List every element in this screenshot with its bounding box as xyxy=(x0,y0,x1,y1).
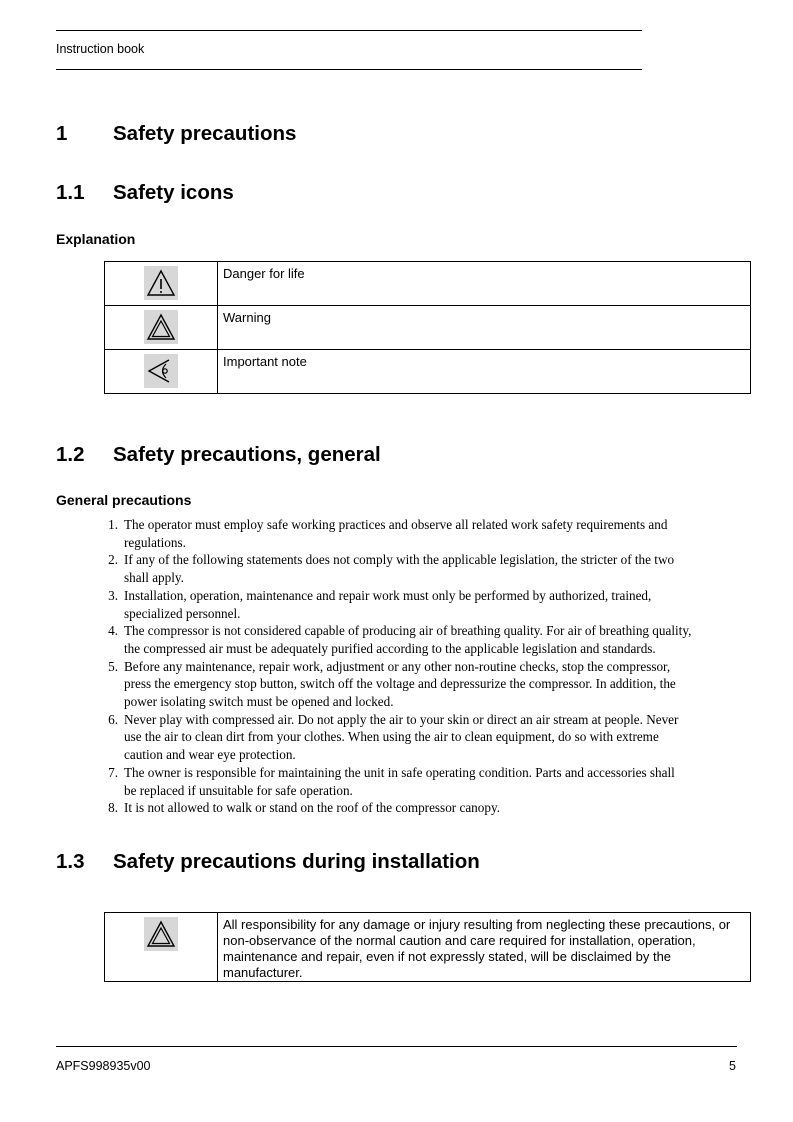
list-item-number: 4. xyxy=(108,623,118,639)
list-item-line: use the air to clean dirt from your clothes. When using the air to clean equipment, do so with extreme xyxy=(124,729,659,745)
table-row xyxy=(105,306,751,350)
list-item xyxy=(108,658,739,711)
installation-notice-text xyxy=(218,913,751,982)
icon-cell xyxy=(105,350,218,394)
section-title: Safety precautions during installation xyxy=(113,850,480,873)
footer-rule xyxy=(56,1046,737,1047)
section-title: Safety precautions xyxy=(113,122,297,145)
list-item xyxy=(108,799,739,817)
list-item-number: 6. xyxy=(108,711,118,727)
section-number: 1.2 xyxy=(56,443,85,466)
icon-cell xyxy=(105,306,218,350)
list-item xyxy=(108,622,739,657)
list-item-line: power isolating switch must be opened and locked. xyxy=(124,694,394,710)
header-bottom-rule xyxy=(56,69,642,70)
icon-label: Important note xyxy=(218,350,751,394)
safety-icons-table xyxy=(104,261,751,394)
list-item-number: 1. xyxy=(108,517,118,532)
general-precautions-list xyxy=(108,516,739,817)
section-number: 1.3 xyxy=(56,850,85,873)
header-top-rule xyxy=(56,30,642,31)
installation-notice-table xyxy=(104,912,751,982)
list-item-line: the compressed air must be adequately purified according to the applicable legislation and standards. xyxy=(124,640,656,656)
danger-triangle-icon xyxy=(144,266,178,300)
header-title: Instruction book xyxy=(56,42,145,56)
list-item-line: Never play with compressed air. Do not apply the air to your skin or direct an air stream at people. Never xyxy=(124,711,679,727)
list-item-number: 8. xyxy=(108,800,118,816)
table-row xyxy=(105,350,751,394)
general-precautions-subheading: General precautions xyxy=(56,492,192,508)
list-item-line: caution and wear eye protection. xyxy=(124,747,296,763)
list-item-line: regulations. xyxy=(124,534,186,550)
list-item xyxy=(108,551,739,586)
list-item-line: press the emergency stop button, switch off the voltage and depressurize the compressor. In addition, the xyxy=(124,676,676,692)
notice-line: maintenance and repair, even if not expressly stated, will be disclaimed by the xyxy=(223,949,672,964)
table-row xyxy=(105,262,751,306)
section-title: Safety icons xyxy=(113,181,234,204)
section-1-3-heading xyxy=(0,850,793,876)
list-item xyxy=(108,764,739,799)
important-note-eye-icon xyxy=(144,354,178,388)
list-item-line: shall apply. xyxy=(124,570,184,586)
explanation-subheading: Explanation xyxy=(56,231,136,247)
notice-line: All responsibility for any damage or injury resulting from neglecting these precautions, or xyxy=(223,917,731,932)
section-1-2-heading xyxy=(0,443,793,469)
list-item-line: specialized personnel. xyxy=(124,605,241,621)
icon-cell xyxy=(105,262,218,306)
icon-label: Warning xyxy=(218,306,751,350)
section-number: 1.1 xyxy=(56,181,85,204)
list-item-line: The owner is responsible for maintaining the unit in safe operating condition. Parts and accessories shall xyxy=(124,764,675,780)
list-item xyxy=(108,516,739,551)
section-title: Safety precautions, general xyxy=(113,443,381,466)
icon-label: Danger for life xyxy=(218,262,751,306)
footer-doc-code: APFS998935v00 xyxy=(56,1059,151,1073)
list-item-line: If any of the following statements does not comply with the applicable legislation, the stricter of the two xyxy=(124,552,675,568)
list-item-line: The compressor is not considered capable of producing air of breathing quality. For air of breathing quality, xyxy=(124,623,692,639)
icon-cell xyxy=(105,913,218,982)
warning-triangle-icon xyxy=(144,917,178,951)
list-item-number: 7. xyxy=(108,764,118,780)
section-number: 1 xyxy=(56,122,68,145)
list-item-number: 3. xyxy=(108,587,118,603)
list-item xyxy=(108,587,739,622)
list-item-number: 5. xyxy=(108,658,118,674)
notice-line: non-observance of the normal caution and care required for installation, operation, xyxy=(223,933,696,948)
warning-triangle-icon xyxy=(144,310,178,344)
list-item-line: be replaced if unsuitable for safe operation. xyxy=(124,782,353,798)
list-item-line: Installation, operation, maintenance and repair work must only be performed by authorized, trained, xyxy=(124,587,652,603)
notice-line: manufacturer. xyxy=(223,965,303,980)
list-item-number: 2. xyxy=(108,552,118,568)
section-1-1-heading xyxy=(0,181,793,207)
table-row xyxy=(105,913,751,982)
list-item-line: The operator must employ safe working practices and observe all related work safety requirements and xyxy=(124,517,668,532)
list-item xyxy=(108,711,739,764)
list-item-line: It is not allowed to walk or stand on the roof of the compressor canopy. xyxy=(124,800,500,816)
section-1-heading xyxy=(0,122,793,148)
footer-page-number: 5 xyxy=(729,1059,736,1073)
list-item-line: Before any maintenance, repair work, adjustment or any other non-routine checks, stop the compressor, xyxy=(124,658,671,674)
